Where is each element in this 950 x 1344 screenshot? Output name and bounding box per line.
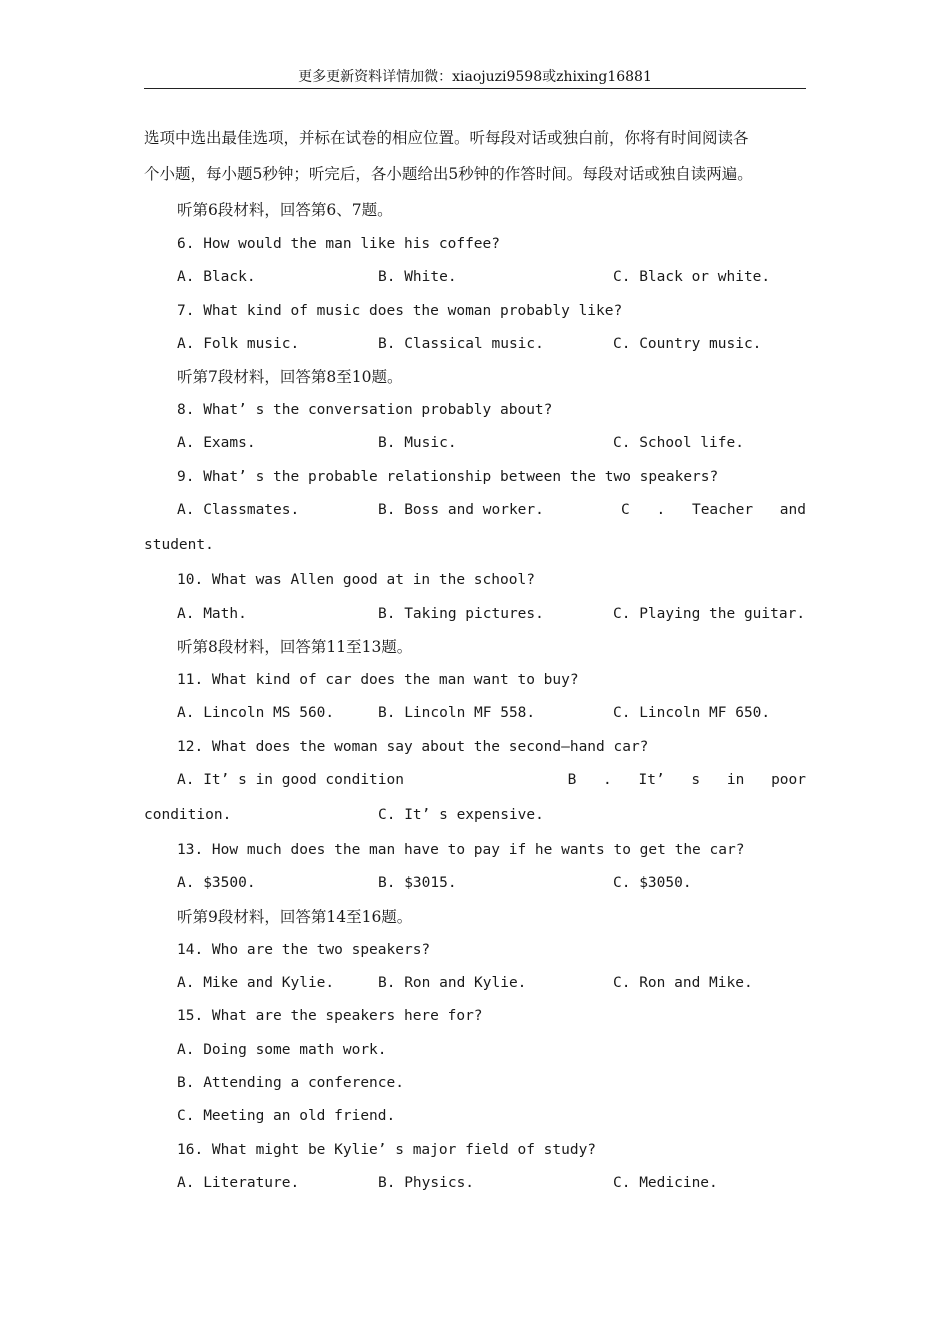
question-6-stem: 6. How would the man like his coffee? <box>177 236 501 252</box>
question-13-option-b: B. $3015. <box>378 875 457 892</box>
question-16-option-b: B. Physics. <box>378 1174 475 1191</box>
instructions-line-2: 个小题，每小题5秒钟；听完后，各小题给出5秒钟的作答时间。每段对话或独自读两遍。 <box>144 165 753 183</box>
question-13-stem: 13. How much does the man have to pay if he wants to get the car? <box>177 842 745 859</box>
question-6-option-b: B. White. <box>378 269 457 286</box>
question-8-option-a: A. Exams. <box>177 435 256 452</box>
question-8-stem: 8. What’ s the conversation probably about? <box>177 402 553 419</box>
question-14-stem: 14. Who are the two speakers? <box>177 941 431 958</box>
question-7-stem: 7. What kind of music does the woman probably like? <box>177 302 623 319</box>
question-12-option-c: C. It’ s expensive. <box>378 807 544 824</box>
question-11-option-b: B. Lincoln MF 558. <box>378 705 536 722</box>
question-8-option-c: C. School life. <box>613 435 744 452</box>
section-7-heading: 听第7段材料，回答第8至10题。 <box>177 368 403 387</box>
question-12-option-b: B . It’ s in poor <box>567 771 806 788</box>
page-header: 更多更新资料详情加微：xiaojuzi9598或zhixing16881 <box>298 69 652 85</box>
question-10-option-b: B. Taking pictures. <box>378 605 544 622</box>
question-7-option-c: C. Country music. <box>613 335 762 352</box>
question-9-option-a: A. Classmates. <box>177 502 300 519</box>
question-10-option-a: A. Math. <box>177 605 247 622</box>
question-9-option-c: C . Teacher and <box>621 502 806 519</box>
question-12-options-continued <box>144 797 806 834</box>
question-16-option-a: A. Literature. <box>177 1174 300 1191</box>
question-11-options <box>144 697 806 730</box>
instructions-line-1: 选项中选出最佳选项，并标在试卷的相应位置。听每段对话或独白前，你将有时间阅读各 <box>144 129 749 147</box>
header-divider <box>144 88 806 89</box>
question-16-options <box>144 1167 806 1200</box>
question-11-stem: 11. What kind of car does the man want to buy? <box>177 671 579 688</box>
question-14-option-c: C. Ron and Mike. <box>613 975 753 992</box>
question-7-option-a: A. Folk music. <box>177 335 300 352</box>
question-12-options <box>144 764 806 797</box>
question-13-option-a: A. $3500. <box>177 875 256 892</box>
question-6-option-c: C. Black or white. <box>613 269 771 286</box>
question-12-stem: 12. What does the woman say about the second—hand car? <box>177 738 649 755</box>
question-9-option-c-continued: student. <box>144 537 214 554</box>
question-9-options <box>144 494 806 527</box>
question-10-stem: 10. What was Allen good at in the school? <box>177 572 535 589</box>
question-14-option-b: B. Ron and Kylie. <box>378 975 527 992</box>
question-16-option-c: C. Medicine. <box>613 1174 718 1191</box>
question-7-option-b: B. Classical music. <box>378 335 544 352</box>
question-9-stem: 9. What’ s the probable relationship between the two speakers? <box>177 468 719 485</box>
question-15-option-b: B. Attending a conference. <box>177 1074 404 1091</box>
question-8-option-b: B. Music. <box>378 435 457 452</box>
question-16-stem: 16. What might be Kylie’ s major field of study? <box>177 1141 597 1158</box>
question-15-stem: 15. What are the speakers here for? <box>177 1008 483 1025</box>
question-15-option-c: C. Meeting an old friend. <box>177 1108 396 1125</box>
question-13-option-c: C. $3050. <box>613 875 692 892</box>
question-6-options <box>144 261 806 294</box>
page-content <box>144 120 806 1200</box>
question-10-options <box>144 598 806 631</box>
question-12-option-a: A. It’ s in good condition <box>177 771 404 788</box>
question-13-options <box>144 867 806 900</box>
question-10-option-c: C. Playing the guitar. <box>613 605 806 622</box>
question-14-options <box>144 967 806 1000</box>
question-9-option-b: B. Boss and worker. <box>378 502 544 519</box>
section-8-heading: 听第8段材料，回答第11至13题。 <box>177 637 413 656</box>
question-12-option-b-continued: condition. <box>144 807 232 824</box>
question-14-option-a: A. Mike and Kylie. <box>177 975 335 992</box>
question-11-option-a: A. Lincoln MS 560. <box>177 705 335 722</box>
question-7-options <box>144 328 806 361</box>
question-6-option-a: A. Black. <box>177 269 256 286</box>
question-8-options <box>144 427 806 460</box>
section-6-heading: 听第6段材料，回答第6、7题。 <box>177 201 393 219</box>
question-11-option-c: C. Lincoln MF 650. <box>613 705 771 722</box>
section-9-heading: 听第9段材料，回答第14至16题。 <box>177 907 413 926</box>
question-15-option-a: A. Doing some math work. <box>177 1041 387 1058</box>
